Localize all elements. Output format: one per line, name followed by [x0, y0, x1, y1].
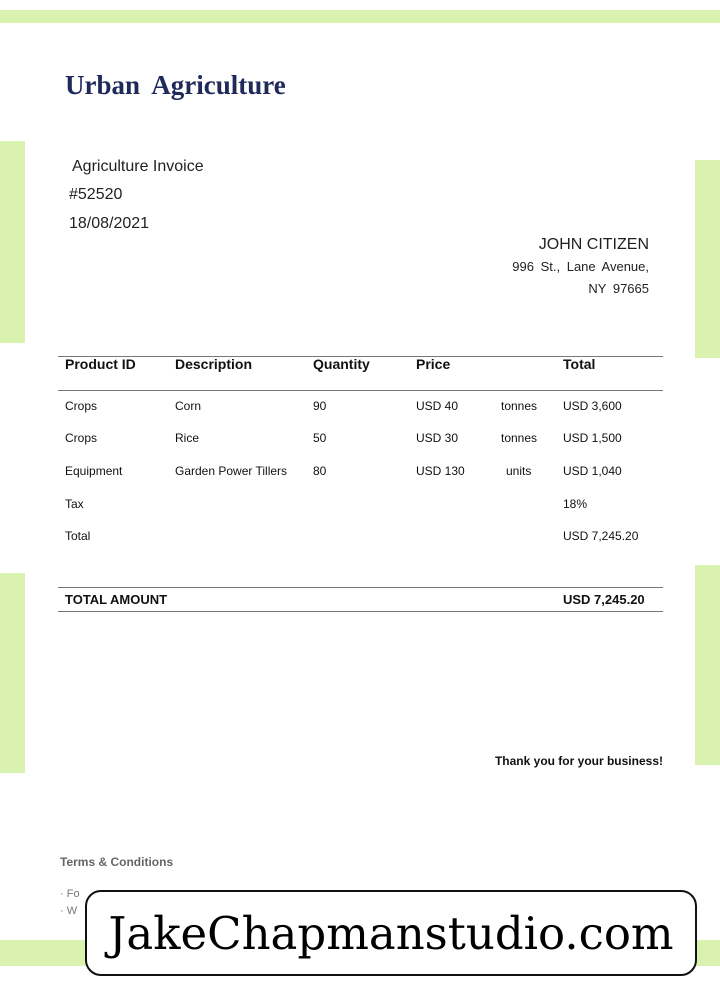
- invoice-type: Agriculture Invoice: [72, 158, 204, 175]
- subtotal-label: Total: [65, 529, 91, 543]
- left-accent-band: [0, 573, 25, 773]
- row-description: Garden Power Tillers: [175, 464, 288, 478]
- watermark-text: JakeChapmanstudio.com: [108, 906, 674, 960]
- row-total: USD 1,500: [563, 431, 622, 445]
- row-quantity: 50: [313, 431, 327, 445]
- terms-item: · Fo: [60, 888, 80, 900]
- row-unit: tonnes: [501, 431, 538, 445]
- customer-address-line1: 996 St., Lane Avenue,: [512, 259, 649, 274]
- row-unit: tonnes: [501, 399, 538, 413]
- customer-address-line2: NY 97665: [588, 281, 649, 296]
- row-total: USD 1,040: [563, 464, 622, 478]
- row-description: Corn: [175, 399, 202, 413]
- invoice-date: 18/08/2021: [69, 215, 150, 232]
- customer-name: JOHN CITIZEN: [538, 236, 649, 253]
- total-amount-top-rule: [58, 587, 663, 588]
- total-amount-value: USD 7,245.20: [563, 592, 645, 607]
- left-accent-band: [0, 141, 25, 343]
- company-name: Urban Agriculture: [65, 70, 286, 100]
- subtotal-value: USD 7,245.20: [563, 529, 639, 543]
- right-accent-band: [695, 160, 720, 358]
- invoice-number: #52520: [69, 186, 123, 203]
- header-total: Total: [563, 356, 596, 372]
- row-price: USD 130: [416, 464, 465, 478]
- row-product-id: Crops: [65, 431, 98, 445]
- row-product-id: Equipment: [65, 464, 123, 478]
- row-total: USD 3,600: [563, 399, 622, 413]
- header-quantity: Quantity: [313, 356, 370, 372]
- tax-label: Tax: [65, 497, 84, 511]
- row-price: USD 30: [416, 431, 459, 445]
- thank-you-note: Thank you for your business!: [494, 754, 663, 768]
- total-amount-label: TOTAL AMOUNT: [65, 592, 168, 607]
- terms-item: · W: [60, 905, 78, 917]
- tax-value: 18%: [563, 497, 588, 511]
- watermark-banner: [85, 890, 697, 976]
- row-product-id: Crops: [65, 399, 98, 413]
- right-accent-band: [695, 565, 720, 765]
- total-amount-bottom-rule: [58, 611, 663, 612]
- table-header-rule: [58, 390, 663, 391]
- row-quantity: 90: [313, 399, 327, 413]
- row-quantity: 80: [313, 464, 327, 478]
- terms-heading: Terms & Conditions: [60, 855, 174, 869]
- header-price: Price: [416, 356, 451, 372]
- top-accent-band: [0, 10, 720, 23]
- row-price: USD 40: [416, 399, 459, 413]
- header-description: Description: [175, 356, 253, 372]
- row-description: Rice: [175, 431, 200, 445]
- header-product-id: Product ID: [65, 356, 136, 372]
- row-unit: units: [506, 464, 532, 478]
